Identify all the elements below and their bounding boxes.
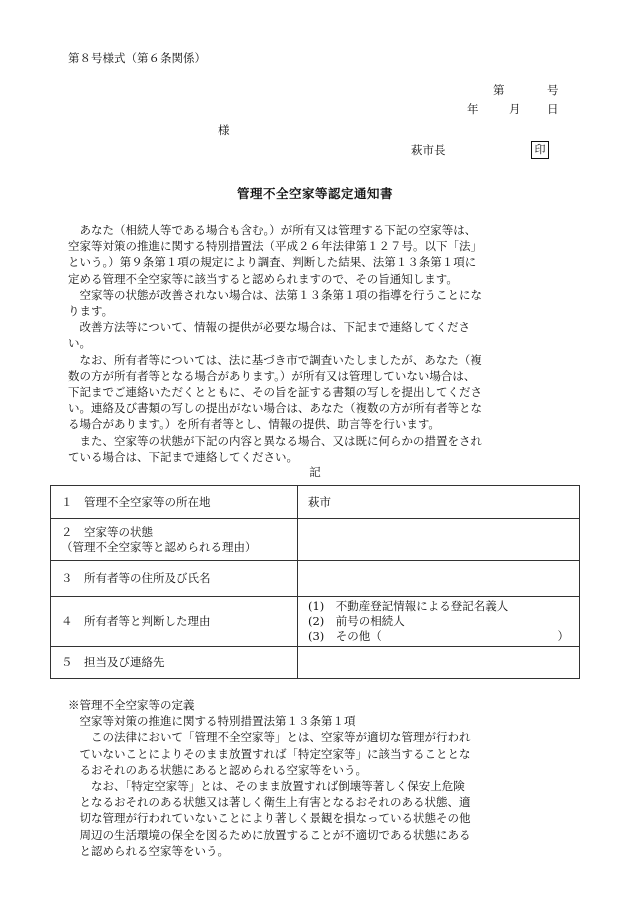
owner-value (298, 561, 580, 597)
details-table (50, 485, 580, 679)
table-row (51, 561, 580, 597)
definition-line: なお、「特定空家等」とは、そのまま放置すれば倒壊等著しく保安上危険 (68, 779, 465, 794)
date-year-label: 年 (467, 102, 479, 116)
location-value: 萩市 (298, 486, 580, 519)
reason-option-3-text: (3) その他（ (308, 629, 382, 643)
definition-line: となるおそれのある状態又は著しく衛生上有害となるおそれのある状態、適 (68, 795, 471, 810)
date-month-label: 月 (509, 102, 521, 116)
body-line: 数の方が所有者等となる場合があります。）が所有又は管理していない場合は、 (68, 368, 476, 383)
reason-option-3 (308, 629, 569, 644)
definition-line: この法律において「管理不全空家等」とは、空家等が適切な管理が行われ (68, 730, 471, 745)
definition-line: と認められる空家等をいう。 (68, 843, 229, 858)
definitions-heading: ※管理不全空家等の定義 (68, 698, 195, 712)
recipient-suffix: 様 (218, 123, 230, 137)
condition-label (51, 519, 298, 561)
contact-value (298, 647, 580, 679)
table-row (51, 647, 580, 679)
issuer-name: 萩市長 (411, 143, 446, 157)
table-row (51, 519, 580, 561)
definition-line: 周辺の生活環境の保全を図るために放置することが不適切である状態にある (68, 827, 471, 842)
body-line: なお、所有者等については、法に基づき市で調査いたしましたが、あなた（複 (68, 352, 482, 367)
body-line: る場合があります。）を所有者等とし、情報の提供、助言等を行います。 (68, 417, 440, 432)
table-row (51, 597, 580, 647)
reason-option-1: (1) 不動産登記情報による登記名義人 (308, 599, 509, 613)
body-line: あなた（相続人等である場合も含む。）が所有又は管理する下記の空家等は、 (68, 223, 477, 237)
body-line: ります。 (68, 304, 114, 319)
body-line: 定める管理不全空家等に該当すると認められますので、その旨通知します。 (68, 271, 458, 286)
definition-line: 切な管理が行われていないことにより著しく景観を損なっている状態その他 (68, 811, 471, 826)
ki-heading: 記 (309, 465, 321, 479)
reason-label: ４ 所有者等と判断した理由 (51, 597, 298, 647)
definition-line: ていないことによりそのまま放置すれば「特定空家等」に該当することとな (68, 746, 471, 761)
number-label: 第 (493, 83, 505, 97)
contact-label: ５ 担当及び連絡先 (51, 647, 298, 679)
body-line: い。連絡及び書類の写しの提出がない場合は、あなた（複数の方が所有者等とな (68, 401, 482, 416)
location-label: １ 管理不全空家等の所在地 (51, 486, 298, 519)
date-day-label: 日 (547, 102, 559, 116)
condition-label-line1: ２ 空家等の状態 (61, 524, 153, 539)
reason-option-3-close: ） (557, 629, 569, 643)
table-row (51, 486, 580, 519)
definitions-law-ref: 空家等対策の推進に関する特別措置法第１３条第１項 (68, 714, 356, 729)
notice-body (68, 222, 564, 465)
condition-value (298, 519, 580, 561)
definitions-section (68, 697, 568, 859)
seal-box: 印 (531, 141, 549, 159)
number-suffix: 号 (547, 83, 559, 97)
body-line: ている場合は、下記まで連絡してください。 (68, 449, 298, 464)
body-line: 空家等の状態が改善されない場合は、法第１３条第１項の指導を行うことにな (68, 287, 482, 302)
body-line: また、空家等の状態が下記の内容と異なる場合、又は既に何らかの措置をされ (68, 433, 482, 448)
body-line: 空家等対策の推進に関する特別措置法（平成２６年法律第１２７号。以下「法」 (68, 239, 482, 254)
owner-label: ３ 所有者等の住所及び氏名 (51, 561, 298, 597)
body-line: 改善方法等について、情報の提供が必要な場合は、下記まで連絡してくださ (68, 320, 471, 335)
body-line: 下記までご連絡いただくとともに、その旨を証する書類の写しを提出してくださ (68, 385, 482, 400)
condition-label-line2: （管理不全空家等と認められる理由） (61, 539, 257, 554)
body-line: という。）第９条第１項の規定により調査、判断した結果、法第１３条第１項に (68, 255, 477, 270)
body-line: い。 (68, 336, 91, 351)
form-number: 第８号様式（第６条関係） (68, 51, 206, 65)
reason-options (298, 597, 580, 647)
reason-option-2: (2) 前号の相続人 (308, 614, 405, 628)
definition-line: るおそれのある状態にあると認められる空家等をいう。 (68, 762, 367, 777)
document-title: 管理不全空家等認定通知書 (236, 186, 393, 201)
